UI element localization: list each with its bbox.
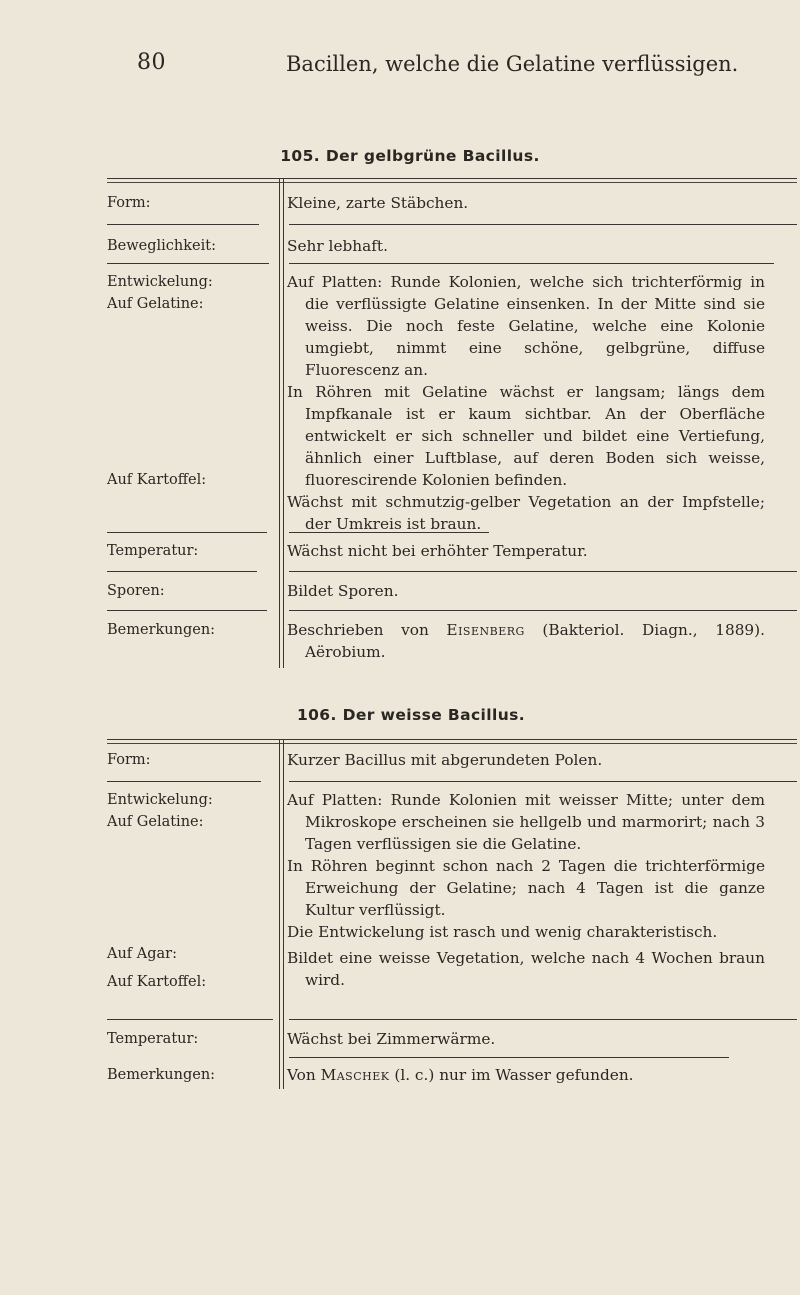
row-label: Bemerkungen:	[107, 1067, 216, 1083]
row-value: Bildet Sporen.	[287, 582, 399, 600]
row-value: Auf Platten: Runde Kolonien, welche sich trichterförmig in die verflüssigte Gelatine einsenken. In der Mitte sind sie weiss. Die noch feste Gelatine, welche eine Kolonie umgiebt, nimmt eine schöne, gelbgrüne, diffuse Fluorescenz an. In Röhren mit Gelatine wächst er langsam; längs dem Impfkanale ist er kaum sichtbar. An der Oberfläche entwickelt er sich schneller und bildet eine Vertiefung, ähnlich einer Luftblase, auf deren Boden sich weisse, fluorescirende Kolonien befinden. Wächst mit schmutzig-gelber Vegetation an der Impfstelle; der Umkreis ist braun.	[287, 273, 765, 533]
section-title: 105. Der gelbgrüne Bacillus.	[280, 147, 540, 165]
row-label: Sporen:	[107, 583, 165, 599]
row-value: Sehr lebhaft.	[287, 237, 388, 255]
row-label: Entwickelung: Auf Gelatine: Auf Kartoffel:	[107, 274, 213, 488]
row-value: Kleine, zarte Stäbchen.	[287, 194, 469, 212]
row-value: Von Maschek (l. c.) nur im Wasser gefunden.	[287, 1066, 634, 1084]
row-label: Beweglichkeit:	[107, 238, 216, 254]
property-table	[107, 178, 797, 688]
row-label: Bemerkungen:	[107, 622, 216, 638]
row-label: Temperatur:	[107, 543, 199, 559]
row-label: Entwickelung: Auf Gelatine: Auf Agar: Auf Kartoffel:	[107, 792, 213, 990]
row-label: Temperatur:	[107, 1031, 199, 1047]
property-table	[107, 739, 797, 1099]
row-value: Kurzer Bacillus mit abgerundeten Polen.	[287, 751, 603, 769]
section-title: 106. Der weisse Bacillus.	[296, 706, 526, 724]
page-number: 80	[137, 50, 166, 75]
running-head: Bacillen, welche die Gelatine verflüssigen.	[286, 52, 739, 76]
row-value: Wächst nicht bei erhöhter Temperatur.	[287, 542, 588, 560]
row-value: Beschrieben von Eisenberg (Bakteriol. Diagn., 1889). Aërobium.	[287, 621, 765, 661]
author-name: Maschek	[320, 1066, 390, 1084]
author-name: Eisenberg	[446, 621, 525, 639]
row-value: Wächst bei Zimmerwärme.	[287, 1030, 496, 1048]
row-label: Form:	[107, 752, 151, 768]
row-label: Form:	[107, 195, 151, 211]
row-value: Auf Platten: Runde Kolonien mit weisser Mitte; unter dem Mikroskope erscheinen sie hellgelb und marmorirt; nach 3 Tagen verflüssigen sie die Gelatine. In Röhren beginnt schon nach 2 Tagen die trichterförmige Erweichung der Gelatine; nach 4 Tagen ist die ganze Kultur verflüssigt. Die Entwickelung ist rasch und wenig charakteristisch. Bildet eine weisse Vegetation, welche nach 4 Wochen braun wird.	[287, 791, 765, 989]
